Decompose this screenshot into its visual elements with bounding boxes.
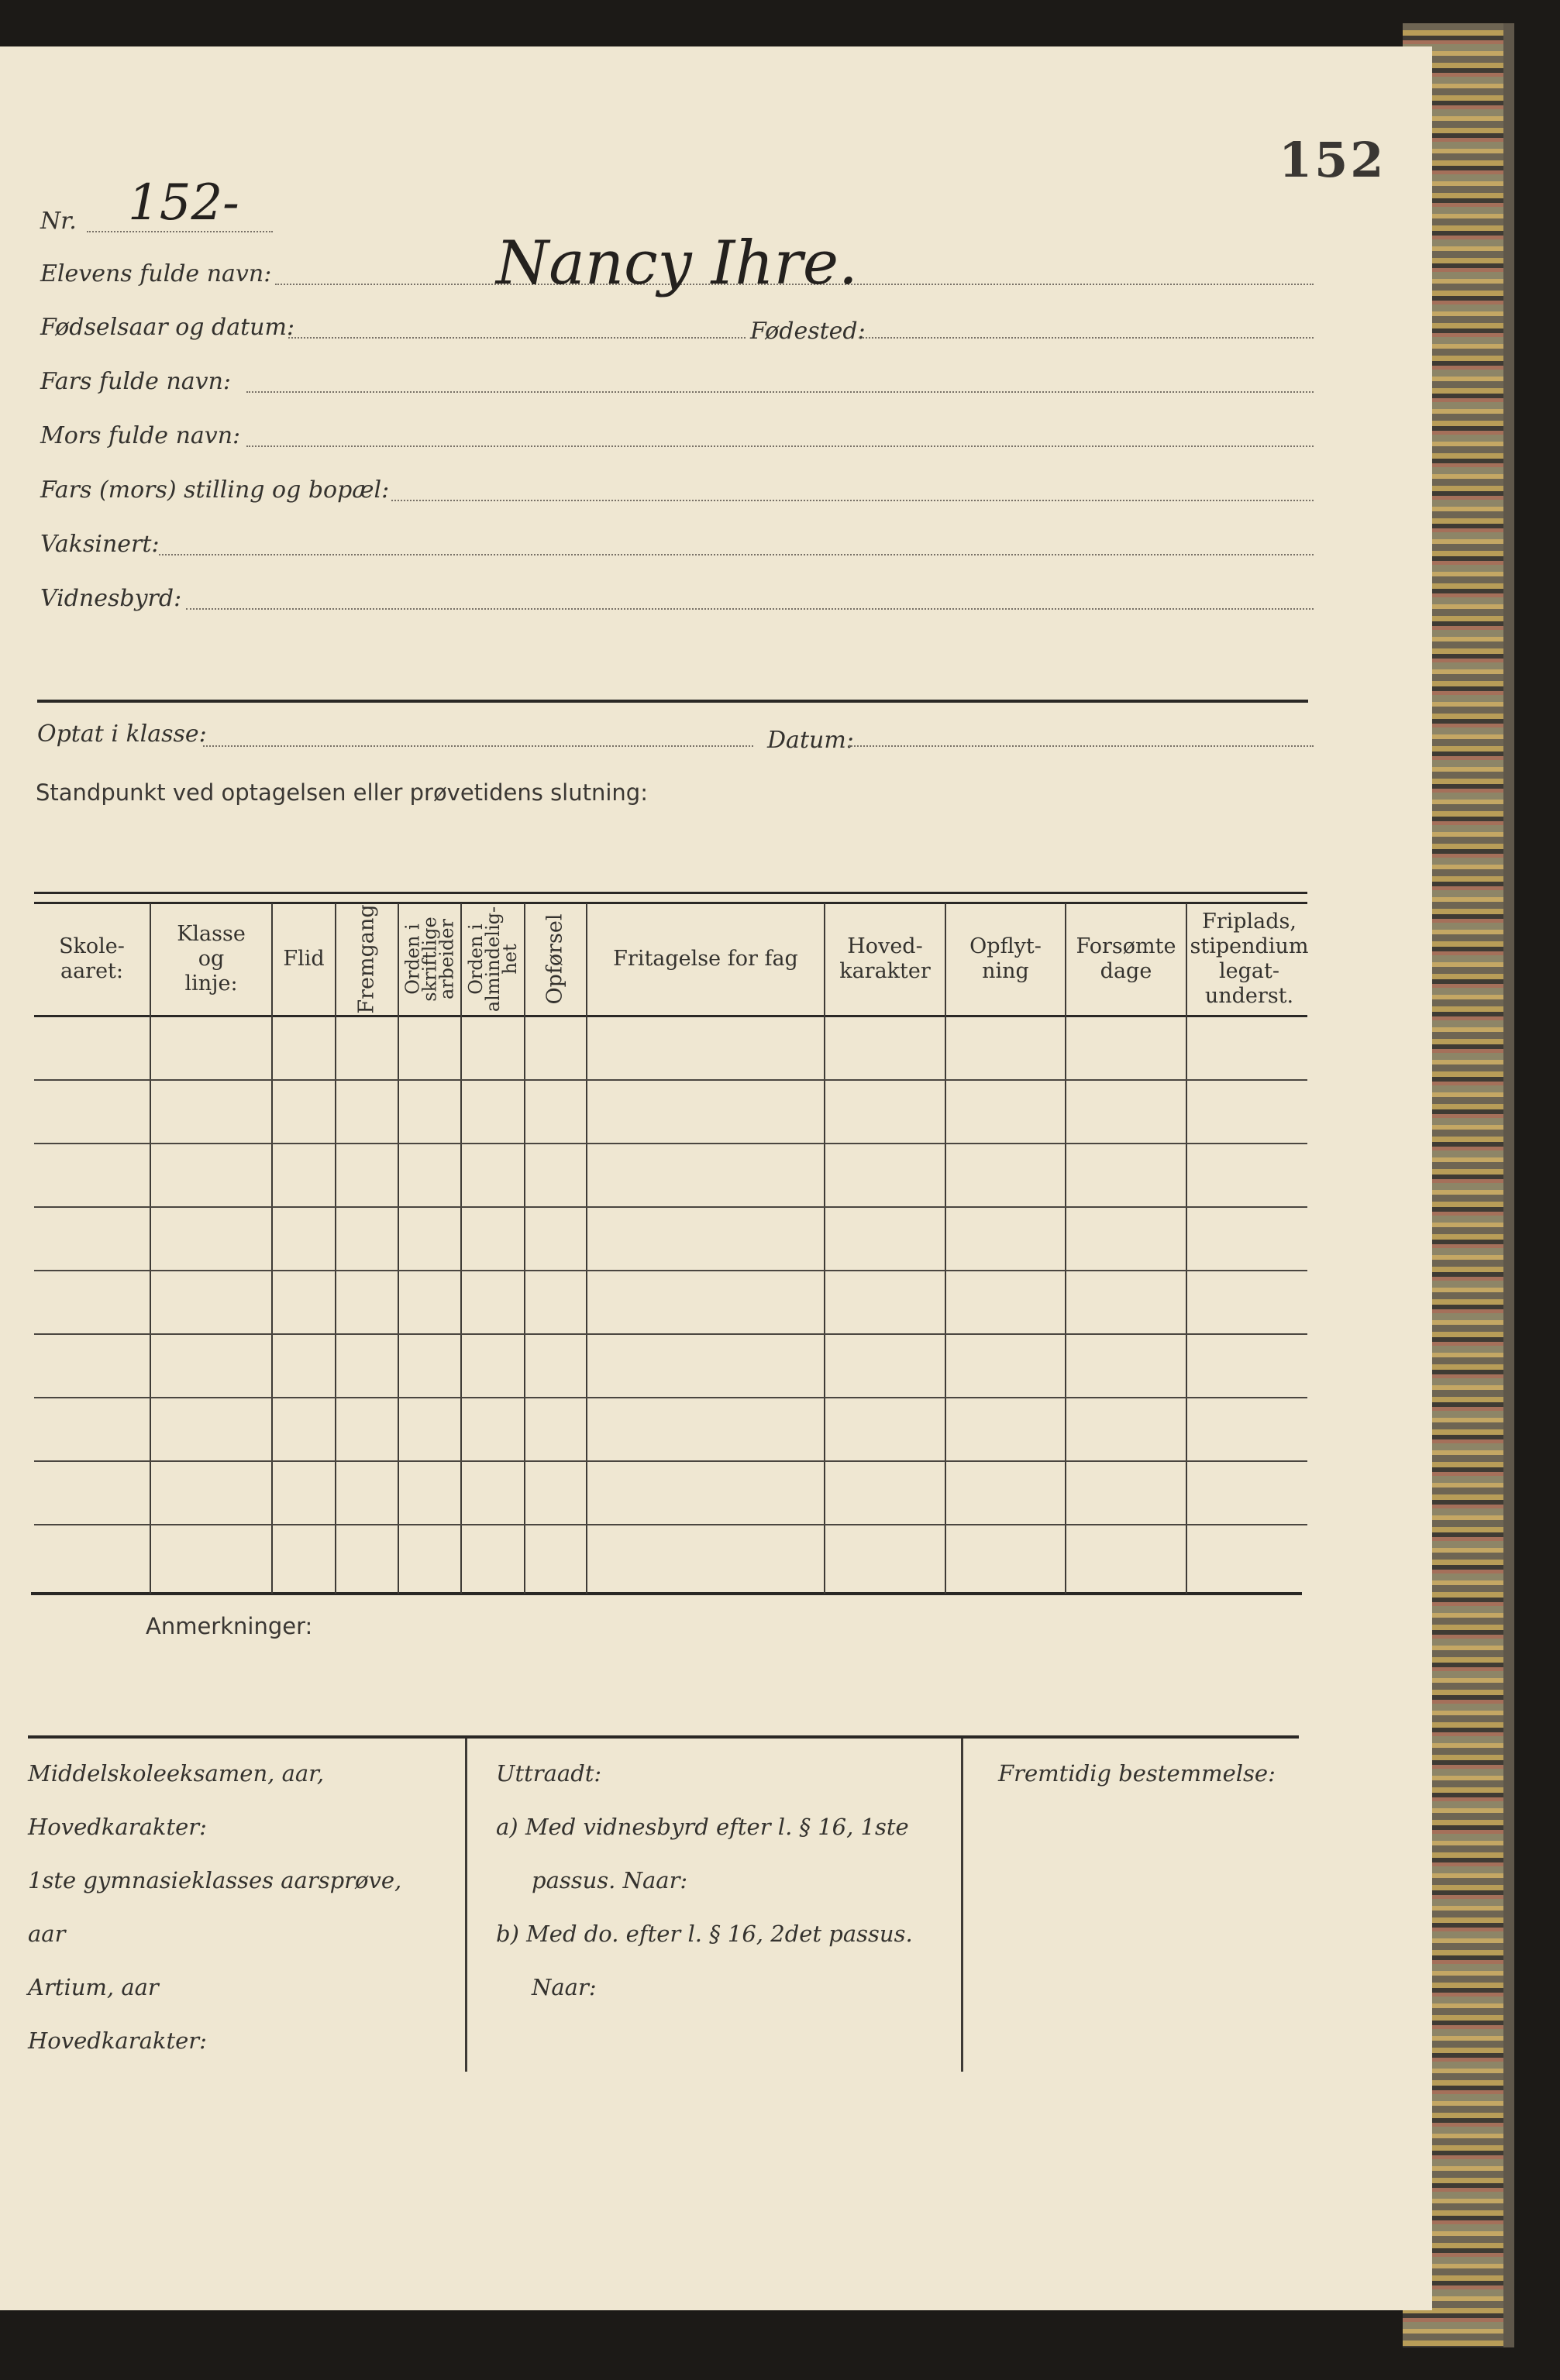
table-row xyxy=(34,1270,1307,1271)
header-order-written xyxy=(399,905,460,1013)
admission-date-label: Datum: xyxy=(767,727,854,754)
header-class-line: Klasse og linje: xyxy=(177,922,246,996)
header-exemption: Fritagelse for fag xyxy=(613,947,798,971)
student-name-value: Nancy Ihre. xyxy=(496,229,858,298)
withdrawn-option-a: a) Med vidnesbyrd efter l. § 16, 1ste xyxy=(496,1814,909,1840)
withdrawn-label: Uttraadt: xyxy=(496,1760,602,1787)
year-label: aar xyxy=(28,1921,66,1947)
table-row xyxy=(34,1460,1307,1462)
admitted-class-line xyxy=(203,745,753,747)
artium-label: Artium, aar xyxy=(28,1974,159,2000)
table-row xyxy=(34,1333,1307,1335)
standpoint-label: Standpunkt ved optagelsen eller prøvetidens slutning: xyxy=(36,779,648,806)
section-divider xyxy=(37,700,1308,703)
nr-label: Nr. xyxy=(40,208,77,235)
vaccinated-line xyxy=(159,554,1314,555)
header-progress xyxy=(336,905,398,1013)
father-name-label: Fars fulde navn: xyxy=(40,368,232,395)
withdrawn-option-b: b) Med do. efter l. § 16, 2det passus. xyxy=(496,1921,913,1947)
testimonial-label: Vidnesbyrd: xyxy=(40,585,182,612)
withdrawn-option-a-when: passus. Naar: xyxy=(532,1867,688,1893)
withdrawn-option-b-when: Naar: xyxy=(532,1974,597,2000)
mother-name-label: Mors fulde navn: xyxy=(40,422,241,449)
birthplace-line xyxy=(859,337,1314,339)
vaccinated-label: Vaksinert: xyxy=(40,531,160,558)
parent-occupation-label: Fars (mors) stilling og bopæl: xyxy=(40,476,390,504)
header-order-written-text: Orden i skriftlige arbeider xyxy=(401,917,458,1002)
table-bottom-rule xyxy=(31,1592,1302,1595)
birth-date-label: Fødselsaar og datum: xyxy=(40,314,295,341)
header-conduct-text: Opførsel xyxy=(543,913,568,1005)
header-scholarship: Friplads, stipendium legat- underst. xyxy=(1190,910,1309,1008)
admission-date-line xyxy=(849,745,1314,747)
header-progress-text: Fremgang xyxy=(354,904,379,1014)
nr-value: 152- xyxy=(128,174,239,232)
header-promotion: Opflyt- ning xyxy=(969,934,1042,983)
header-school-year: Skole- aaret: xyxy=(59,934,125,983)
admitted-class-label: Optat i klasse: xyxy=(37,721,207,748)
mother-name-line xyxy=(246,445,1314,447)
table-row xyxy=(34,1143,1307,1144)
table-row xyxy=(34,1079,1307,1081)
student-name-label: Elevens fulde navn: xyxy=(40,260,272,287)
testimonial-line xyxy=(186,608,1314,610)
header-conduct xyxy=(525,905,586,1013)
middle-school-exam-label: Middelskoleeksamen, aar, xyxy=(28,1760,325,1787)
table-header-rule xyxy=(34,1015,1307,1017)
gymnasium-test-label: 1ste gymnasieklasses aarsprøve, xyxy=(28,1867,402,1893)
header-diligence: Flid xyxy=(283,947,325,971)
table-top-rule-2 xyxy=(34,902,1307,904)
remarks-label: Anmerkninger: xyxy=(146,1613,313,1639)
future-plan-label: Fremtidig bestemmelse: xyxy=(998,1760,1276,1787)
header-absence-days: Forsømte dage xyxy=(1076,934,1176,983)
header-order-general xyxy=(462,905,524,1013)
header-order-general-text: Orden i almindelig- het xyxy=(465,906,522,1013)
table-row xyxy=(34,1397,1307,1398)
table-top-rule-1 xyxy=(34,892,1307,894)
table-row xyxy=(34,1206,1307,1208)
header-main-grade: Hoved- karakter xyxy=(839,934,931,983)
birthplace-label: Fødested: xyxy=(750,318,866,345)
ledger-page xyxy=(0,46,1432,2310)
bottom-col-divider xyxy=(465,1739,467,2072)
main-grade-label: Hovedkarakter: xyxy=(28,1814,207,1840)
parent-occupation-line xyxy=(391,500,1314,501)
table-row xyxy=(34,1524,1307,1525)
bottom-section-rule xyxy=(28,1735,1299,1739)
page-number: 152 xyxy=(1279,132,1386,188)
bottom-col-divider xyxy=(961,1739,963,2072)
father-name-line xyxy=(246,391,1314,393)
artium-main-grade-label: Hovedkarakter: xyxy=(28,2027,207,2054)
birth-date-line xyxy=(288,337,746,339)
